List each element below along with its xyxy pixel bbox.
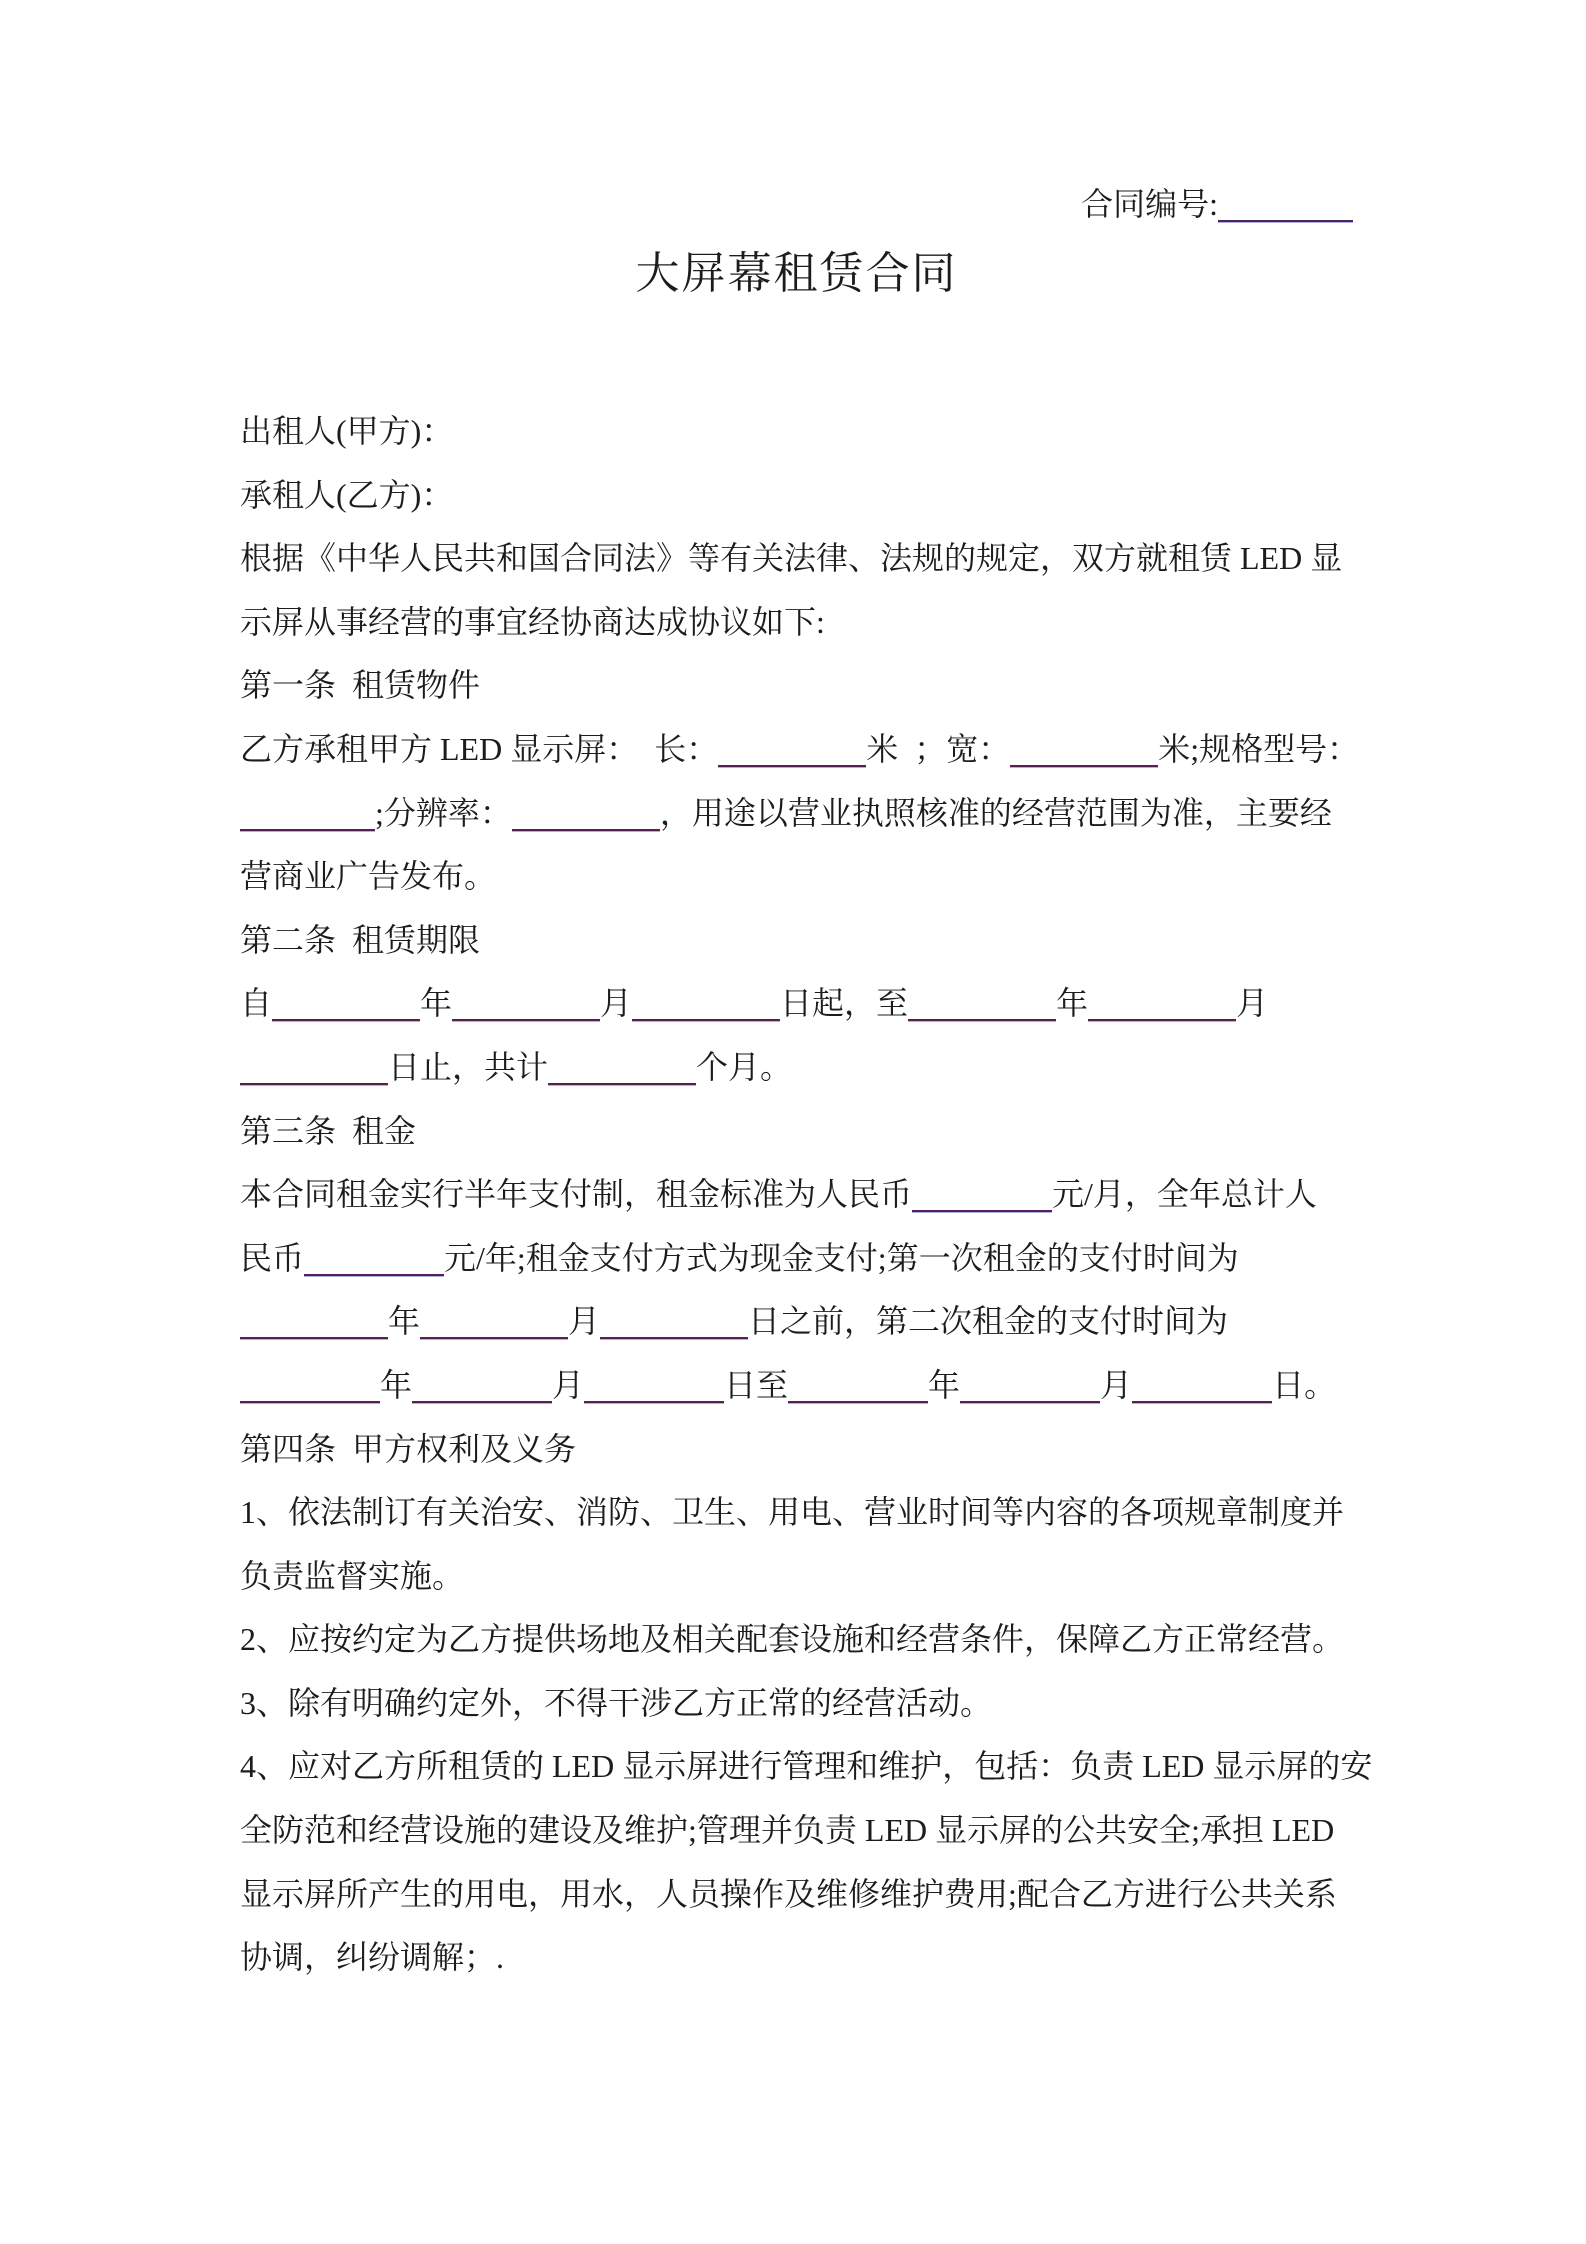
- line-text: ;分辨率：: [375, 794, 512, 831]
- contract-line: [240, 1036, 1353, 1100]
- line-text: 4、应对乙方所租赁的 LED 显示屏进行管理和维护，包括：负责 LED 显示屏的安: [240, 1748, 1373, 1785]
- blank-field: [240, 1371, 380, 1403]
- line-text: 米 ；宽：: [866, 730, 1011, 767]
- document-content: [240, 0, 1373, 1990]
- blank-field: [412, 1371, 552, 1403]
- contract-line: [240, 1545, 1353, 1609]
- contract-line: [240, 1354, 1353, 1418]
- line-text: 1、依法制订有关治安、消防、卫生、用电、营业时间等内容的各项规章制度并: [240, 1494, 1345, 1531]
- contract-line: [240, 464, 1353, 528]
- contract-line: [240, 1100, 1353, 1164]
- line-text: 日至: [724, 1366, 789, 1403]
- line-text: 民币: [240, 1239, 305, 1276]
- contract-line: [240, 1418, 1353, 1482]
- contract-line: [240, 1290, 1353, 1354]
- line-text: 出租人(甲方)：: [240, 413, 454, 449]
- line-text: 营商业广告发布。: [240, 858, 497, 895]
- blank-field: [240, 1307, 388, 1339]
- blank-field: [788, 1371, 928, 1403]
- line-text: ，用途以营业执照核准的经营范围为准，主要经: [659, 794, 1332, 831]
- blank-field: [584, 1371, 724, 1403]
- contract-line: [240, 1926, 1353, 1990]
- blank-field: [452, 989, 600, 1021]
- blank-field: [600, 1307, 748, 1339]
- blank-field: [1132, 1371, 1272, 1403]
- line-text: 年: [1056, 985, 1089, 1022]
- blank-field: [304, 1244, 444, 1276]
- line-text: 米;规格型号：: [1158, 730, 1360, 767]
- contract-number-blank-field: [1218, 190, 1353, 222]
- line-text: 月: [568, 1303, 601, 1340]
- contract-line: [240, 1227, 1353, 1291]
- blank-field: [718, 735, 866, 767]
- blank-field: [1088, 989, 1236, 1021]
- line-text: 日止，共计: [388, 1048, 549, 1085]
- blank-field: [908, 989, 1056, 1021]
- contract-line: [240, 972, 1353, 1036]
- contract-line: [240, 591, 1353, 655]
- blank-field: [272, 989, 420, 1021]
- contract-body: [240, 400, 1373, 1990]
- line-text: 年: [420, 985, 453, 1022]
- line-text: 第四条 甲方权利及义务: [240, 1430, 577, 1467]
- line-text: 月: [552, 1366, 585, 1403]
- blank-field: [632, 989, 780, 1021]
- blank-field: [420, 1307, 568, 1339]
- line-text: 日起，至: [780, 985, 909, 1022]
- contract-line: [240, 782, 1353, 846]
- contract-number-label: 合同编号:: [1081, 186, 1218, 222]
- contract-line: [240, 1163, 1353, 1227]
- line-text: 负责监督实施。: [240, 1557, 465, 1594]
- line-text: 个月。: [696, 1048, 793, 1085]
- contract-line: [240, 1481, 1353, 1545]
- line-text: 元/月，全年总计人: [1052, 1176, 1317, 1213]
- contract-number-line: [240, 0, 1353, 226]
- contract-line: [240, 1863, 1353, 1927]
- contract-line: [240, 1735, 1373, 1799]
- contract-line: [240, 1799, 1353, 1863]
- line-text: 自: [240, 985, 273, 1022]
- blank-field: [240, 1053, 388, 1085]
- blank-field: [960, 1371, 1100, 1403]
- contract-line: [240, 909, 1353, 973]
- contract-line: [240, 1672, 1353, 1736]
- line-text: 乙方承租甲方 LED 显示屏： 长：: [240, 730, 719, 767]
- blank-field: [912, 1180, 1052, 1212]
- line-text: 元/年;租金支付方式为现金支付;第一次租金的支付时间为: [444, 1239, 1239, 1276]
- line-text: 第二条 租赁期限: [240, 921, 481, 958]
- line-text: 年: [928, 1366, 961, 1403]
- line-text: 根据《中华人民共和国合同法》等有关法律、法规的规定，双方就租赁 LED 显: [240, 540, 1343, 577]
- line-text: 全防范和经营设施的建设及维护;管理并负责 LED 显示屏的公共安全;承担 LED: [240, 1812, 1335, 1849]
- contract-line: [240, 1608, 1353, 1672]
- page-title: 大屏幕租赁合同: [635, 249, 958, 298]
- line-text: 3、除有明确约定外，不得干涉乙方正常的经营活动。: [240, 1684, 993, 1721]
- blank-field: [1010, 735, 1158, 767]
- line-text: 承租人(乙方)：: [240, 476, 454, 513]
- line-text: 日。: [1272, 1366, 1337, 1403]
- line-text: 月: [1100, 1366, 1133, 1403]
- line-text: 第三条 租金: [240, 1112, 417, 1149]
- line-text: 第一条 租赁物件: [240, 667, 481, 704]
- contract-line: [240, 845, 1353, 909]
- blank-field: [548, 1053, 696, 1085]
- line-text: 月: [1236, 985, 1269, 1022]
- contract-line: [240, 527, 1353, 591]
- contract-line: [240, 718, 1360, 782]
- line-text: 年: [380, 1366, 413, 1403]
- line-text: 示屏从事经营的事宜经协商达成协议如下:: [240, 603, 825, 640]
- contract-line: [240, 654, 1353, 718]
- line-text: 年: [388, 1303, 421, 1340]
- line-text: 本合同租金实行半年支付制，租金标准为人民币: [240, 1176, 913, 1213]
- line-text: 月: [600, 985, 633, 1022]
- line-text: 协调，纠纷调解；.: [240, 1939, 505, 1976]
- blank-field: [240, 799, 375, 831]
- contract-line: [240, 400, 1353, 464]
- line-text: 显示屏所产生的用电，用水，人员操作及维修维护费用;配合乙方进行公共关系: [240, 1875, 1337, 1912]
- line-text: 2、应按约定为乙方提供场地及相关配套设施和经营条件，保障乙方正常经营。: [240, 1621, 1345, 1658]
- blank-field: [512, 799, 660, 831]
- line-text: 日之前，第二次租金的支付时间为: [748, 1303, 1229, 1340]
